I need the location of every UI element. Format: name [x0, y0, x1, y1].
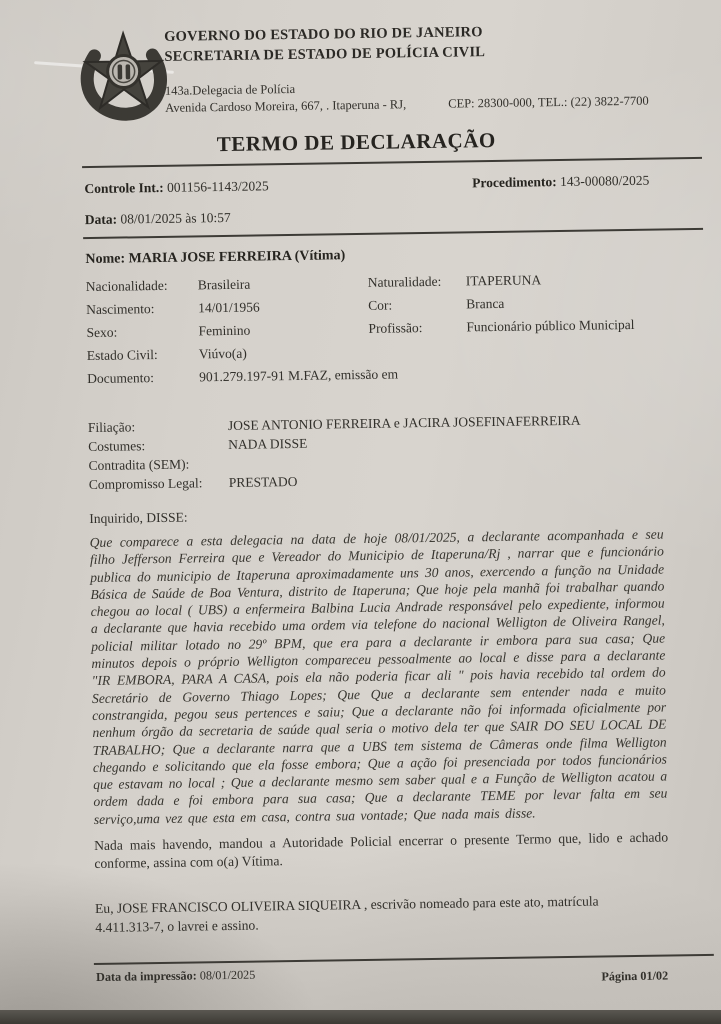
field-label: Documento: [87, 370, 155, 387]
police-unit: 143a.Delegacia de Polícia [164, 81, 296, 98]
field-label: Costumes: [88, 438, 146, 455]
field-value: Viúvo(a) [198, 345, 247, 362]
internal-control-value: 001156-1143/2025 [166, 178, 269, 195]
field-label: Profissão: [368, 320, 423, 336]
person-details [86, 270, 721, 394]
field-value: Branca [466, 295, 505, 312]
field-value: PRESTADO [228, 473, 298, 490]
field-value: Funcionário público Municipal [466, 316, 635, 335]
internal-control-field [84, 178, 269, 197]
procedure-field [472, 173, 649, 192]
field-label: Nascimento: [86, 301, 155, 318]
closing-paragraph: Nada mais havendo, mandou a Autoridade Policial encerrar o presente Termo que, lido e achado conforme, assina com o(a) Vítima. [94, 829, 669, 872]
table-surface-edge [0, 1010, 721, 1024]
field-value: ITAPERUNA [465, 272, 542, 289]
letterhead [0, 0, 716, 125]
field-label: Filiação: [87, 419, 136, 436]
field-label: Estado Civil: [86, 347, 158, 364]
name-label: Nome: [85, 251, 126, 268]
name-field [85, 243, 718, 268]
scribe-paragraph: Eu, JOSE FRANCISCO OLIVEIRA SIQUEIRA , escrivão nomeado para este ato, matrícula 4.411.313-7, o lavrei e assino. [94, 893, 599, 936]
procedure-value: 143-00080/2025 [559, 172, 650, 190]
field-value: Brasileira [197, 276, 251, 293]
internal-control-label: Controle Int.: [84, 179, 164, 197]
field-label: Contradita (SEM): [88, 456, 190, 474]
field-value: JOSE ANTONIO FERREIRA e JACIRA JOSEFINAFERREIRA [227, 412, 581, 433]
procedure-label: Procedimento: [472, 174, 557, 191]
inquiry-heading: Inquirido, DISSE: [89, 509, 188, 527]
divider-under-date [83, 228, 703, 239]
police-crest-icon [76, 25, 171, 122]
date-field [85, 203, 718, 228]
control-row [84, 173, 649, 197]
name-value: MARIA JOSE FERREIRA (Vítima) [128, 248, 346, 267]
cep-phone: CEP: 28300-000, TEL.: (22) 3822-7700 [448, 93, 649, 111]
field-value: NADA DISSE [228, 435, 308, 452]
print-date-value: 08/01/2025 [199, 967, 256, 983]
org-name-line1: GOVERNO DO ESTADO DO RIO DE JANEIRO [164, 24, 483, 45]
org-name-line2: SECRETARIA DE ESTADO DE POLÍCIA CIVIL [164, 44, 486, 65]
letterhead-text [164, 19, 716, 117]
field-value: 901.279.197-91 M.FAZ, emissão em [199, 366, 399, 385]
filiation-details [88, 409, 721, 494]
page-number: Página 01/02 [601, 968, 669, 984]
field-label: Nacionalidade: [85, 277, 168, 295]
field-label: Sexo: [86, 324, 118, 341]
date-value: 08/01/2025 às 10:57 [120, 209, 231, 227]
field-label: Naturalidade: [367, 273, 442, 290]
field-label: Compromisso Legal: [88, 475, 203, 493]
print-date-field [96, 968, 256, 992]
field-value: Feminino [198, 322, 251, 339]
document-title: TERMO DE DECLARAÇÃO [216, 127, 496, 157]
date-label: Data: [84, 211, 118, 228]
footer [96, 962, 668, 992]
statement-text: Que comparece a esta delegacia na data de hoje 08/01/2025, a declarante acompanhada e seu filho Jefferson Ferreira que e Vereador do Municipio de Itaperuna/Rj , narrar que e funcionário publica do municipio de Itaperuna aproximadamente uns 30 anos, exercendo a função na Unidade Básica de Saúde de Boa Ventura, distrito de Itaperuna; Que hoje pela manhã foi trabalhar quando chegou ao local ( UBS) a enfermeira Balbina Lucia Andrade responsável pelo expediente, informou a declarante que havia recebido uma ordem via telefone do nacional Welligton de Oliveira Rangel, policial militar lotado no 29º BPM, que era para a declarante ir embora para sua casa; Que minutos depois o próprio Welligton compareceu pessoalmente ao local e disse para a declarante "IR EMBORA, PARA A CASA, pois ela não poderia ficar ali " pois havia recebido tal ordem do Secretário de Governo Thiago Lopes; Que Que a declarante sem entender nada e muito constrangida, pegou seus pertences e saiu; Que a declarante não foi informada oficialmente por nenhum órgão da secretaria de saúde qual seria o motivo dela ter que SAIR DO SEU LOCAL DE TRABALHO; Que a declarante narra que a UBS tem sistema de Câmeras onde filma Welligton chegando e solicitando que ela fosse embora; Que a ação foi presenciada por todos funcionários que estavam no local ; Que a declarante mesmo sem saber qual e a Função de Welligton acatou a ordem dada e foi embora para sua casa; Que a declarante TEME por levar falta em seu serviço,uma vez que esta em casa, contra sua vontade; Que nada mais disse. [89, 526, 668, 827]
divider-under-title [82, 157, 702, 168]
field-label: Cor: [368, 297, 393, 313]
street-address: Avenida Cardoso Moreira, 667, . Itaperuna - RJ, [165, 97, 407, 115]
field-value: 14/01/1956 [198, 299, 260, 316]
print-date-label: Data da impressão: [95, 968, 197, 985]
